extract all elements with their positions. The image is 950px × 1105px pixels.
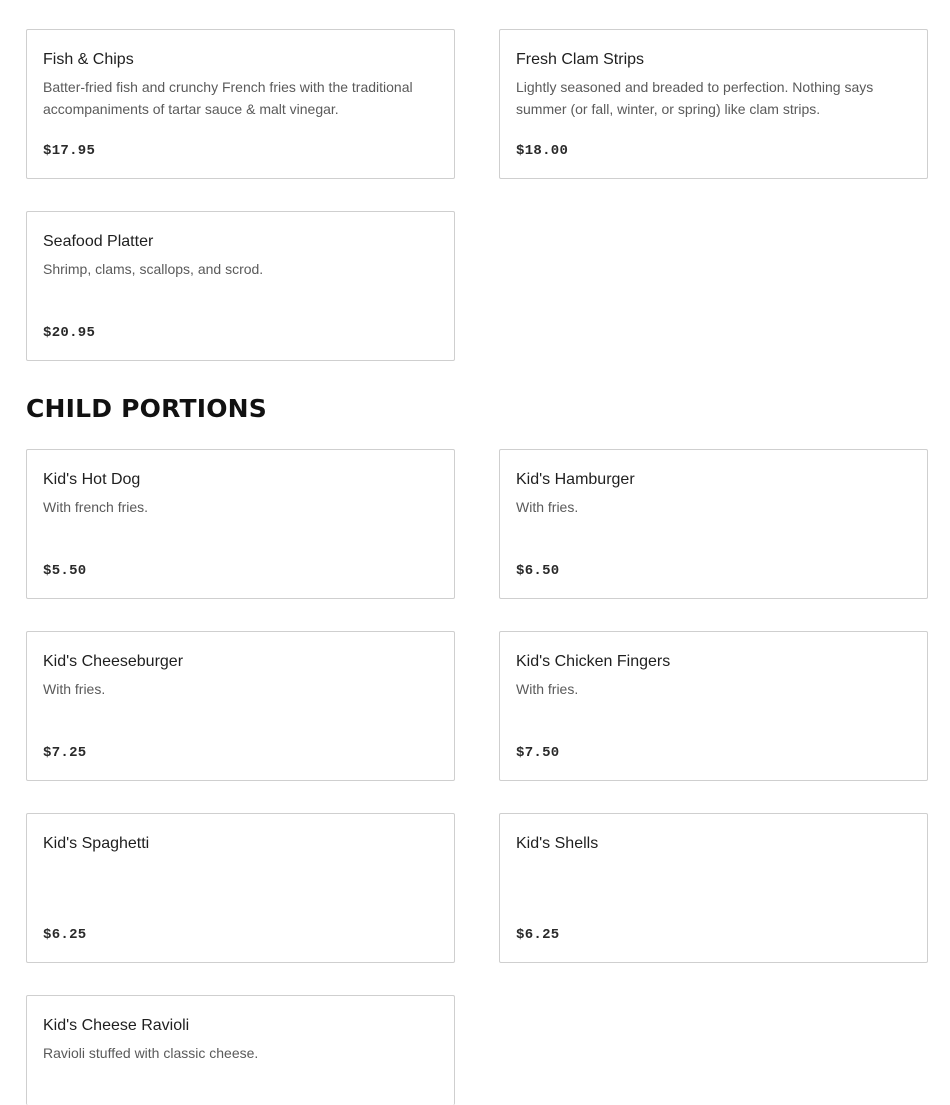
menu-item-name: Fish & Chips — [43, 51, 134, 68]
menu-item-price: $7.25 — [43, 745, 87, 761]
menu-item-price: $17.95 — [43, 143, 96, 159]
menu-item-description: Batter-fried fish and crunchy French fries with the traditional accompaniments of tartar sauce & malt vinegar. — [43, 79, 413, 117]
menu-item-card-fresh-clam-strips[interactable] — [499, 29, 928, 179]
menu-item-description: With fries. — [516, 499, 579, 515]
menu-item-card-kids-cheese-ravioli[interactable] — [26, 995, 455, 1105]
menu-item-name: Kid's Hot Dog — [43, 471, 141, 488]
menu-item-name: Seafood Platter — [43, 233, 154, 250]
menu-item-name: Kid's Hamburger — [516, 471, 635, 488]
menu-item-description: Ravioli stuffed with classic cheese. — [43, 1045, 259, 1061]
menu-item-price: $6.25 — [516, 927, 560, 943]
menu-item-card-kids-spaghetti[interactable] — [26, 813, 455, 963]
menu-item-card-seafood-platter[interactable] — [26, 211, 455, 361]
menu-item-price: $7.50 — [516, 745, 560, 761]
menu-item-price: $20.95 — [43, 325, 96, 341]
menu-item-card-kids-cheeseburger[interactable] — [26, 631, 455, 781]
menu-item-name: Kid's Spaghetti — [43, 835, 150, 852]
menu-item-card-fish-and-chips[interactable] — [26, 29, 455, 179]
menu-item-price: $18.00 — [516, 143, 569, 159]
menu-item-description: With french fries. — [43, 499, 149, 515]
menu-item-name: Kid's Cheese Ravioli — [43, 1017, 190, 1034]
section-title-child-portions: CHILD PORTIONS — [26, 394, 267, 423]
menu-item-card-kids-shells[interactable] — [499, 813, 928, 963]
menu-item-description: With fries. — [516, 681, 579, 697]
menu-item-description: Shrimp, clams, scallops, and scrod. — [43, 261, 264, 277]
menu-item-name: Kid's Chicken Fingers — [516, 653, 671, 670]
child-portions-grid — [26, 449, 928, 1105]
menu-item-card-kids-hamburger[interactable] — [499, 449, 928, 599]
menu-item-card-kids-chicken-fingers[interactable] — [499, 631, 928, 781]
menu-item-price: $6.50 — [516, 563, 560, 579]
menu-item-card-kids-hot-dog[interactable] — [26, 449, 455, 599]
menu-item-description: Lightly seasoned and breaded to perfection. Nothing says summer (or fall, winter, or spring) like clam strips. — [516, 79, 874, 117]
menu-item-name: Kid's Cheeseburger — [43, 653, 184, 670]
menu-item-price: $6.25 — [43, 927, 87, 943]
menu-item-name: Fresh Clam Strips — [516, 51, 645, 68]
menu-item-description: With fries. — [43, 681, 106, 697]
menu-item-price: $5.50 — [43, 563, 87, 579]
menu-item-name: Kid's Shells — [516, 835, 599, 852]
seafood-items-grid — [26, 29, 928, 361]
